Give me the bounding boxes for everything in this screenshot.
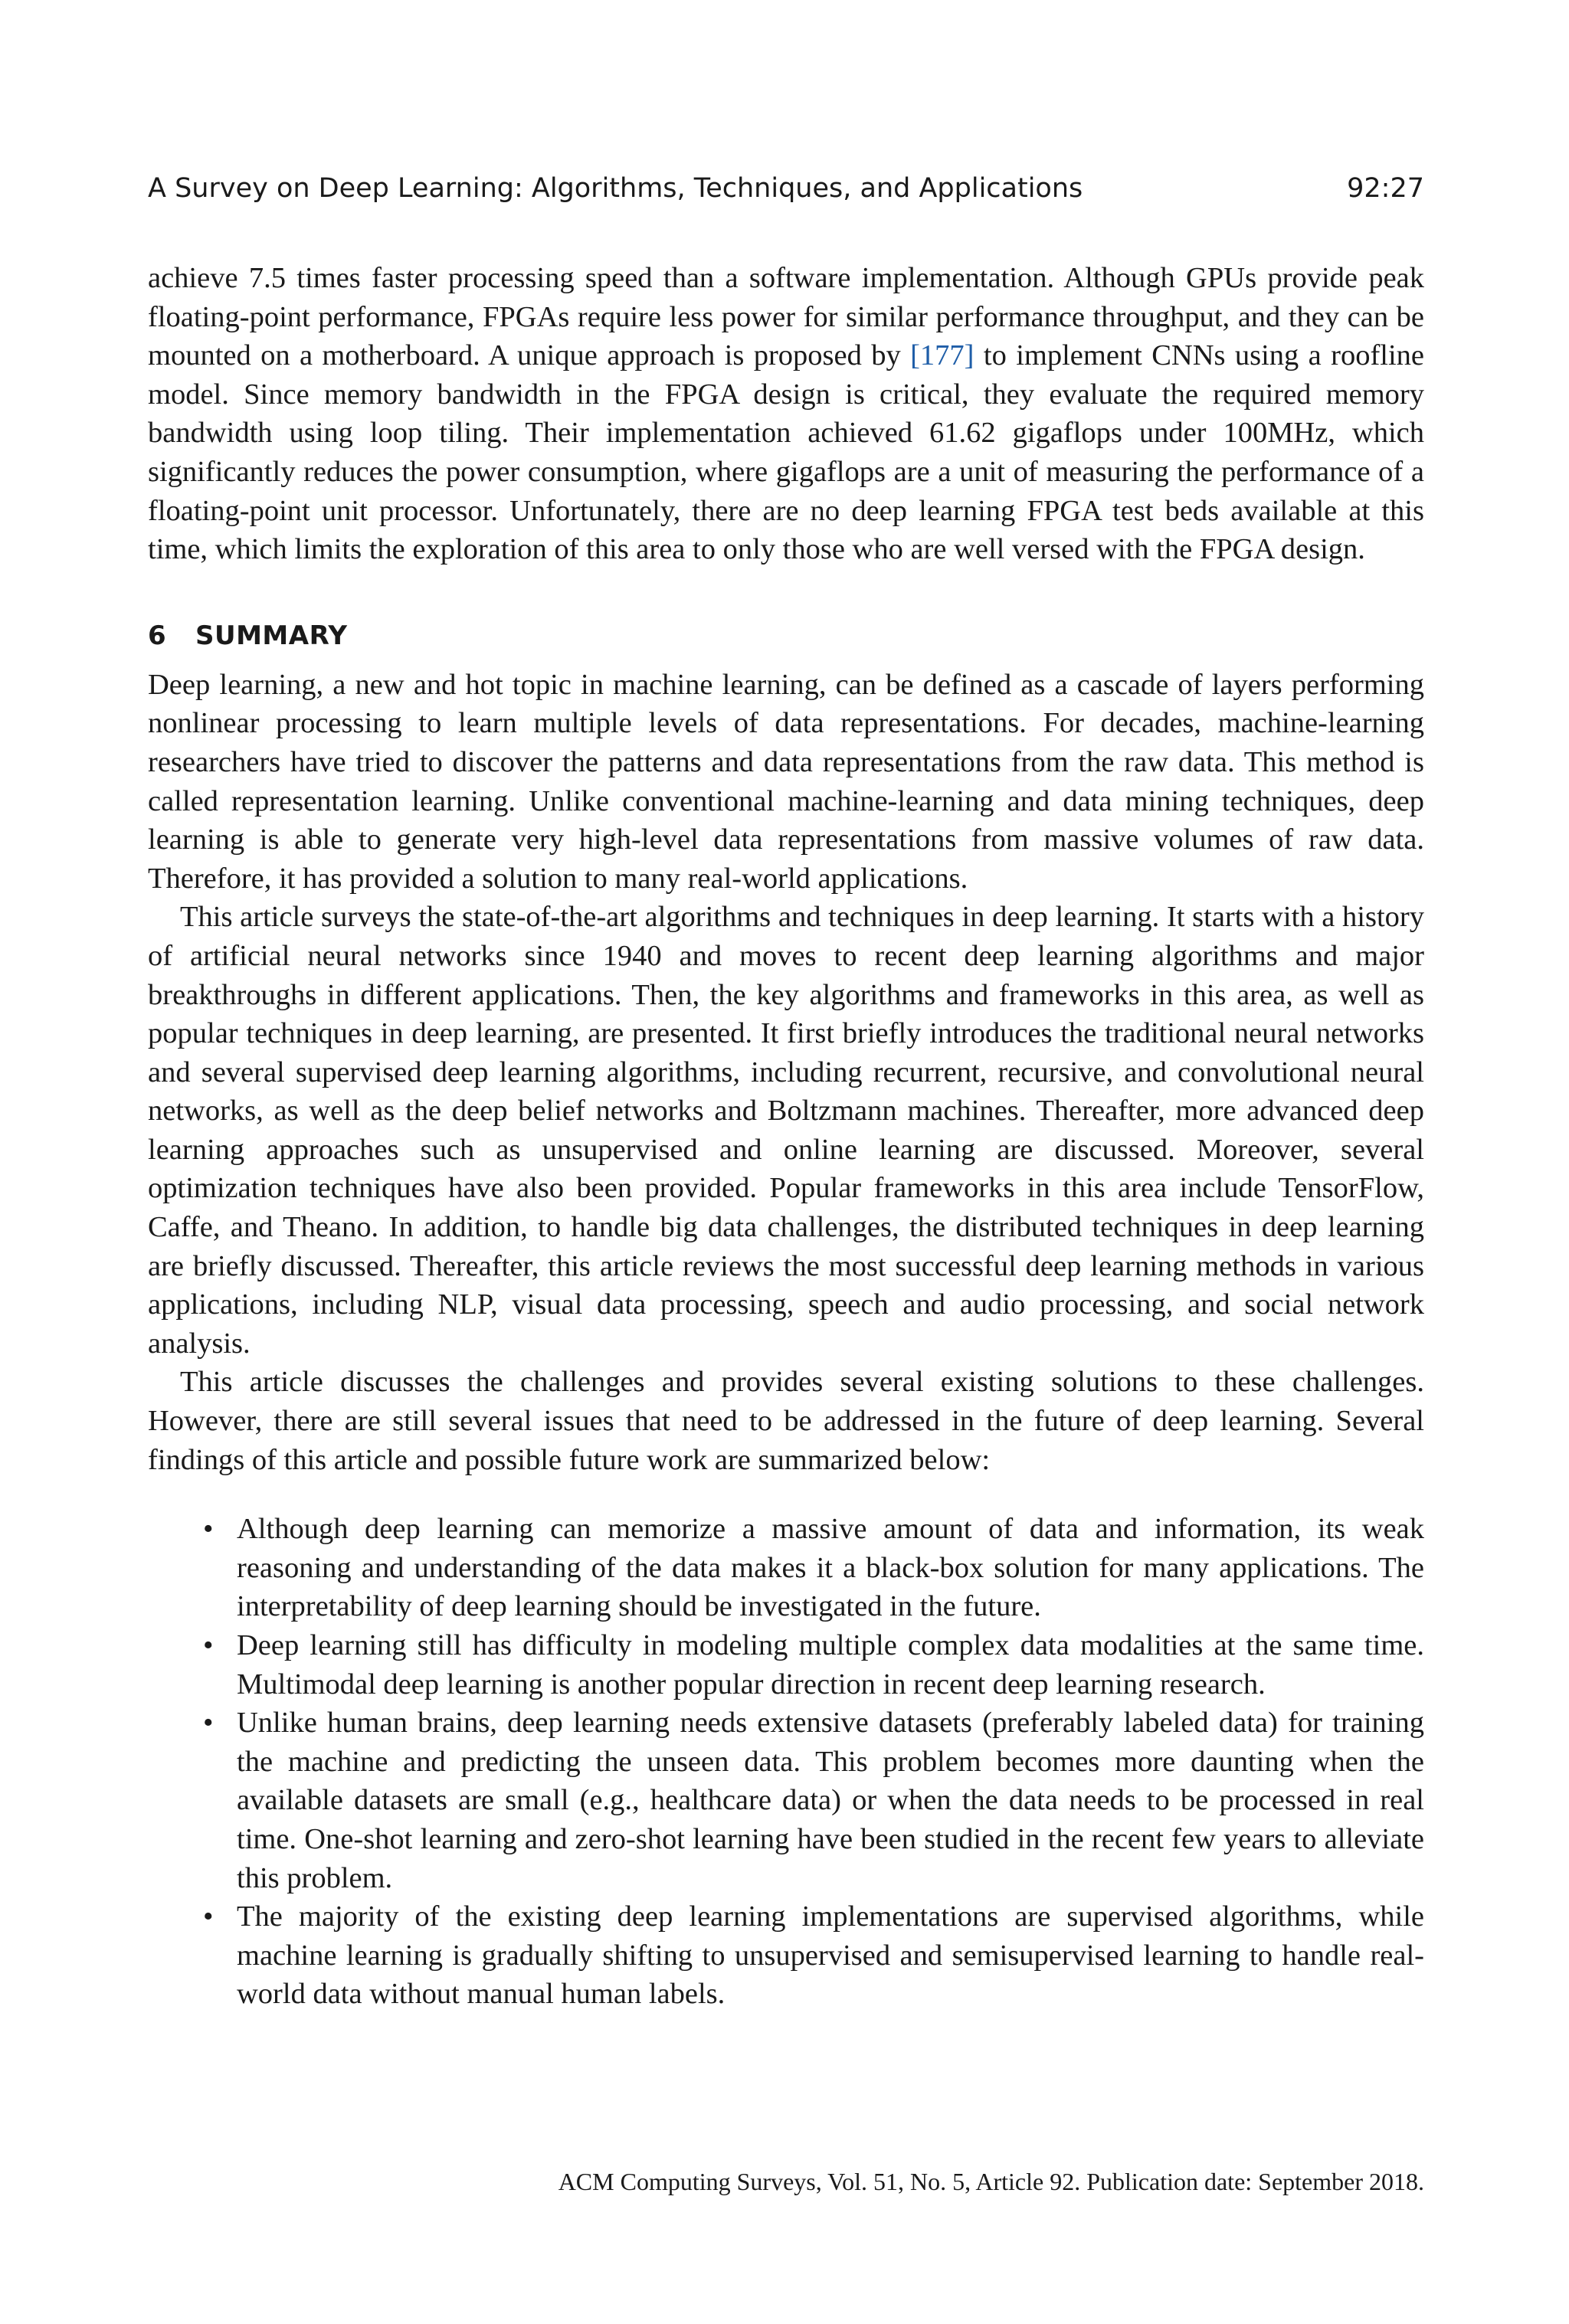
section-title: SUMMARY bbox=[195, 620, 348, 651]
summary-paragraph-1: Deep learning, a new and hot topic in machine learning, can be defined as a cascade of layers performing nonlinear processing to learn multiple levels of data representations. For decades, machine-learning researchers have tried to discover the patterns and data representations from the raw data. This method is called representation learning. Unlike conventional machine-learning and data mining techniques, deep learning is able to generate very high-level data representations from massive volumes of raw data. Therefore, it has provided a solution to many real-world applications. bbox=[148, 668, 1424, 895]
findings-item-text: Unlike human brains, deep learning needs extensive datasets (preferably labeled data) for training the machine and predicting the unseen data. This problem becomes more daunting when the available datasets are small (e.g., healthcare data) or when the data needs to be processed in real time. One-shot learning and zero-shot learning have been studied in the recent few years to alleviate this problem. bbox=[237, 1707, 1424, 1894]
intro-text-before-cite: achieve 7.5 times faster processing speed than a software implementation. Although GPUs provide peak floating-point performance, FPGAs require less power for similar performance throughput, and they can be mounted on a motherboard. A unique approach is proposed by bbox=[148, 262, 1424, 372]
section-number: 6 bbox=[148, 620, 167, 651]
findings-list bbox=[148, 1510, 1424, 2014]
summary-paragraph-2: This article surveys the state-of-the-art algorithms and techniques in deep learning. It starts with a history of artificial neural networks since 1940 and moves to recent deep learning algorithms and major breakthroughs in different applications. Then, the key algorithms and frameworks in this area, as well as popular techniques in deep learning, are presented. It first briefly introduces the traditional neural networks and several supervised deep learning algorithms, including recurrent, recursive, and convolutional neural networks, as well as the deep belief networks and Boltzmann machines. Thereafter, more advanced deep learning approaches such as unsupervised and online learning are discussed. Moreover, several optimization techniques have also been provided. Popular frameworks in this area include TensorFlow, Caffe, and Theano. In addition, to handle big data challenges, the distributed techniques in deep learning are briefly discussed. Thereafter, this article reviews the most successful deep learning methods in various applications, including NLP, visual data processing, speech and audio processing, and social network analysis. bbox=[148, 901, 1424, 1360]
body-text bbox=[148, 259, 1424, 2014]
paper-page bbox=[148, 0, 1424, 2324]
findings-item-text: Deep learning still has difficulty in modeling multiple complex data modalities at the same time. Multimodal deep learning is another popular direction in recent deep learning research. bbox=[237, 1629, 1424, 1700]
bullet-icon: • bbox=[203, 1513, 214, 1546]
findings-list-item bbox=[203, 1626, 1424, 1704]
findings-item-text: The majority of the existing deep learning implementations are supervised algorithms, while machine learning is gradually shifting to unsupervised and semisupervised learning to handle real-world data without manual human labels. bbox=[237, 1900, 1424, 2011]
bullet-icon: • bbox=[203, 1629, 214, 1661]
running-head bbox=[148, 170, 1424, 207]
section-heading bbox=[148, 617, 1424, 655]
page-footer: ACM Computing Surveys, Vol. 51, No. 5, Article 92. Publication date: September 2018. bbox=[558, 2168, 1424, 2195]
summary-paragraph-3: This article discusses the challenges and provides several existing solutions to these challenges. However, there are still several issues that need to be addressed in the future of deep learning. Several findings of this article and possible future work are summarized below: bbox=[148, 1366, 1424, 1476]
findings-list-item bbox=[203, 1510, 1424, 1626]
citation-link-177[interactable]: [177] bbox=[910, 339, 974, 372]
intro-paragraph bbox=[148, 259, 1424, 569]
bullet-icon: • bbox=[203, 1707, 214, 1740]
running-head-title: A Survey on Deep Learning: Algorithms, Techniques, and Applications bbox=[148, 173, 1083, 204]
bullet-icon: • bbox=[203, 1900, 214, 1933]
intro-text-after-cite: to implement CNNs using a roofline model. Since memory bandwidth in the FPGA design is critical, they evaluate the required memory bandwidth using loop tiling. Their implementation achieved 61.62 gigaflops under 100MHz, which significantly reduces the power consumption, where gigaflops are a unit of measuring the performance of a floating-point unit processor. Unfortunately, there are no deep learning FPGA test beds available at this time, which limits the exploration of this area to only those who are well versed with the FPGA design. bbox=[148, 339, 1425, 566]
findings-list-item bbox=[203, 1704, 1424, 1897]
findings-item-text: Although deep learning can memorize a massive amount of data and information, its weak reasoning and understanding of the data makes it a black-box solution for many applications. The interpretability of deep learning should be investigated in the future. bbox=[237, 1513, 1424, 1623]
page-number: 92:27 bbox=[1347, 173, 1424, 204]
findings-list-item bbox=[203, 1897, 1424, 2014]
